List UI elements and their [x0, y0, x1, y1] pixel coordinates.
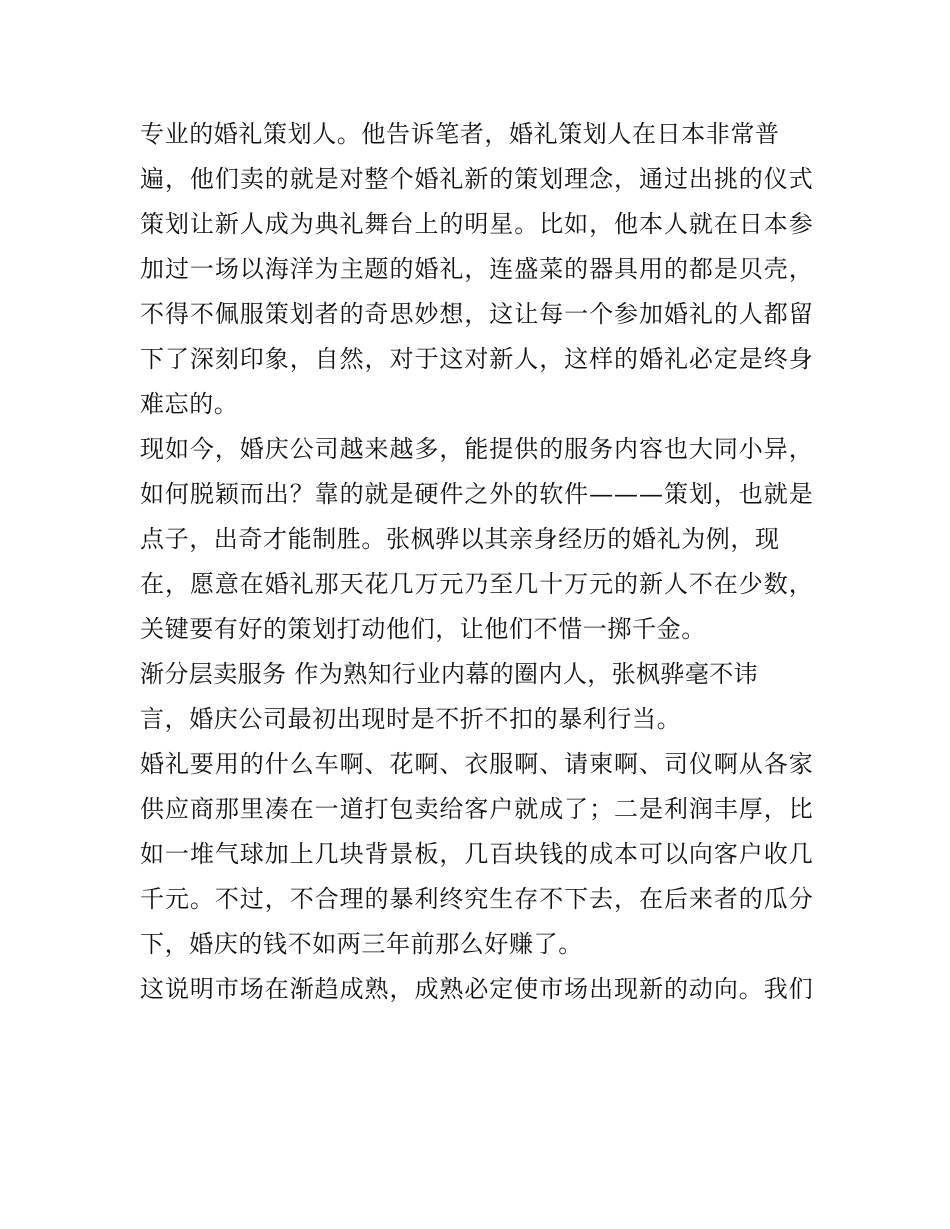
text-line: 不得不佩服策划者的奇思妙想，这让每一个参加婚礼的人都留 — [140, 300, 814, 328]
text-line: 言，婚庆公司最初出现时是不折不扣的暴利行当。 — [140, 705, 682, 733]
text-line: 这说明市场在渐趋成熟，成熟必定使市场出现新的动向。我们 — [140, 975, 814, 1003]
text-line: 婚礼要用的什么车啊、花啊、衣服啊、请柬啊、司仪啊从各家 — [140, 750, 814, 778]
text-line: 加过一场以海洋为主题的婚礼，连盛菜的器具用的都是贝壳， — [140, 255, 814, 283]
paragraph — [140, 652, 820, 742]
paragraph — [140, 427, 820, 652]
text-line: 策划让新人成为典礼舞台上的明星。比如，他本人就在日本参 — [140, 210, 814, 238]
text-line: 点子，出奇才能制胜。张枫骅以其亲身经历的婚礼为例，现 — [140, 525, 780, 553]
text-line: 遍，他们卖的就是对整个婚礼新的策划理念，通过出挑的仪式 — [140, 165, 814, 193]
document-body — [140, 112, 820, 1012]
text-line: 关键要有好的策划打动他们，让他们不惜一掷千金。 — [140, 615, 706, 643]
text-line: 难忘的。 — [140, 390, 239, 418]
text-line: 千元。不过，不合理的暴利终究生存不下去，在后来者的瓜分 — [140, 885, 814, 913]
text-line: 供应商那里凑在一道打包卖给客户就成了；二是利润丰厚，比 — [140, 795, 814, 823]
text-line: 下，婚庆的钱不如两三年前那么好赚了。 — [140, 930, 583, 958]
text-line: 如一堆气球加上几块背景板，几百块钱的成本可以向客户收几 — [140, 840, 814, 868]
text-line: 下了深刻印象，自然，对于这对新人，这样的婚礼必定是终身 — [140, 345, 814, 373]
text-line: 现如今，婚庆公司越来越多，能提供的服务内容也大同小异， — [140, 435, 814, 463]
text-line: 渐分层卖服务 作为熟知行业内幕的圈内人，张枫骅毫不讳 — [140, 660, 759, 688]
paragraph — [140, 112, 820, 427]
text-line: 如何脱颖而出？靠的就是硬件之外的软件———策划，也就是 — [140, 480, 814, 508]
text-line: 在，愿意在婚礼那天花几万元乃至几十万元的新人不在少数， — [140, 570, 814, 598]
paragraph — [140, 967, 820, 1012]
paragraph — [140, 742, 820, 967]
text-line: 专业的婚礼策划人。他告诉笔者，婚礼策划人在日本非常普 — [140, 120, 780, 148]
